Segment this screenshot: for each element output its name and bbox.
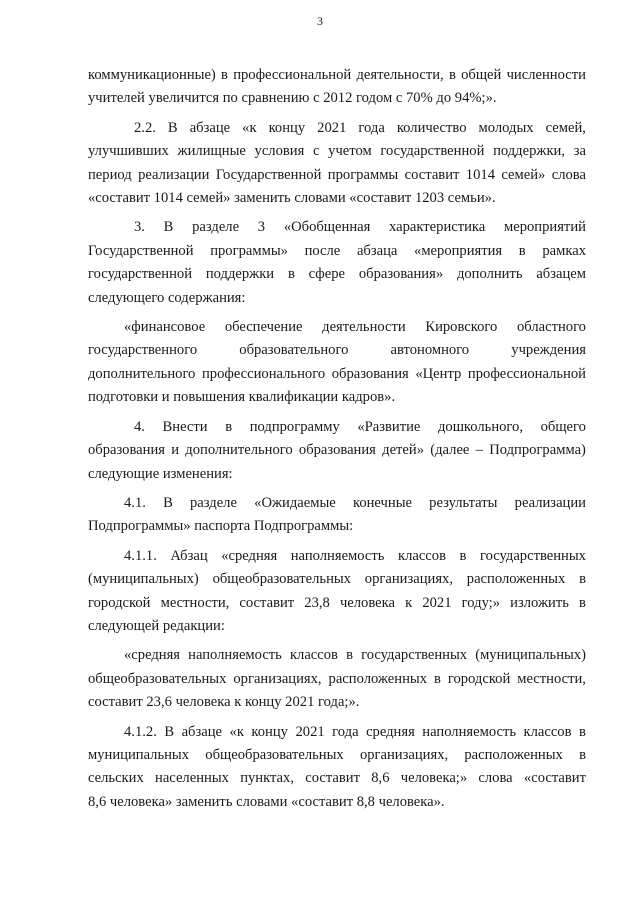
document-body (88, 64, 586, 820)
text-line: городской местности, составит 23,8 человека к 2021 году;» изложить в (88, 594, 586, 611)
text-line: подготовки и повышения квалификации кадров». (88, 389, 396, 406)
text-line: Государственной программы» после абзаца «мероприятия в рамках (88, 242, 586, 259)
text-line: общеобразовательных организациях, расположенных в городской местности, (88, 670, 586, 687)
text-line: 4.1.1. Абзац «средняя наполняемость классов в государственных (124, 547, 586, 564)
text-line: «составит 1014 семей» заменить словами «составит 1203 семьи». (88, 190, 496, 207)
paragraph (88, 545, 586, 639)
paragraph (88, 721, 586, 815)
paragraph (88, 316, 586, 410)
text-line: коммуникационные) в профессиональной деятельности, в общей численности (88, 67, 586, 83)
text-line: (муниципальных) общеобразовательных организациях, расположенных в (88, 571, 586, 588)
text-line: 4.1. В разделе «Ожидаемые конечные результаты реализации (124, 494, 586, 511)
paragraph (88, 416, 586, 486)
text-line: период реализации Государственной программы составит 1014 семей» слова (88, 166, 586, 183)
text-line: 8,6 человека» заменить словами «составит 8,8 человека». (88, 793, 445, 810)
text-line: 4.1.2. В абзаце «к концу 2021 года средняя наполняемость классов в (124, 723, 586, 740)
text-line: сельских населенных пунктах, составит 8,6 человека;» слова «составит (88, 770, 586, 787)
text-line: следующие изменения: (88, 465, 233, 482)
paragraph (88, 644, 586, 714)
text-line: «средняя наполняемость классов в государственных (муниципальных) (124, 647, 586, 664)
text-line: дополнительного профессионального образования «Центр профессиональной (88, 365, 586, 382)
paragraph (88, 64, 586, 111)
text-line: «финансовое обеспечение деятельности Кировского областного (124, 319, 586, 336)
paragraph (88, 492, 586, 539)
text-line: 4. Внести в подпрограмму «Развитие дошкольного, общего (134, 418, 586, 435)
text-line: муниципальных общеобразовательных организациях, расположенных в (88, 746, 586, 763)
text-line: государственного образовательного автономного учреждения (88, 342, 586, 359)
text-line: 2.2. В абзаце «к концу 2021 года количество молодых семей, (134, 119, 586, 136)
text-line: государственной поддержки в сфере образования» дополнить абзацем (88, 266, 586, 283)
paragraph (88, 117, 586, 211)
paragraph (88, 216, 586, 310)
text-line: следующей редакции: (88, 617, 225, 634)
text-line: составит 23,6 человека к концу 2021 года;». (88, 694, 360, 711)
page-number: 3 (317, 14, 323, 28)
text-line: 3. В разделе 3 «Обобщенная характеристика мероприятий (134, 219, 586, 236)
text-line: учителей увеличится по сравнению с 2012 годом с 70% до 94%;». (88, 90, 497, 107)
text-line: следующего содержания: (88, 289, 246, 306)
text-line: образования и дополнительного образования детей» (далее – Подпрограмма) (88, 442, 586, 459)
text-line: улучшивших жилищные условия с учетом государственной поддержки, за (88, 143, 586, 160)
text-line: Подпрограммы» паспорта Подпрограммы: (88, 518, 354, 535)
